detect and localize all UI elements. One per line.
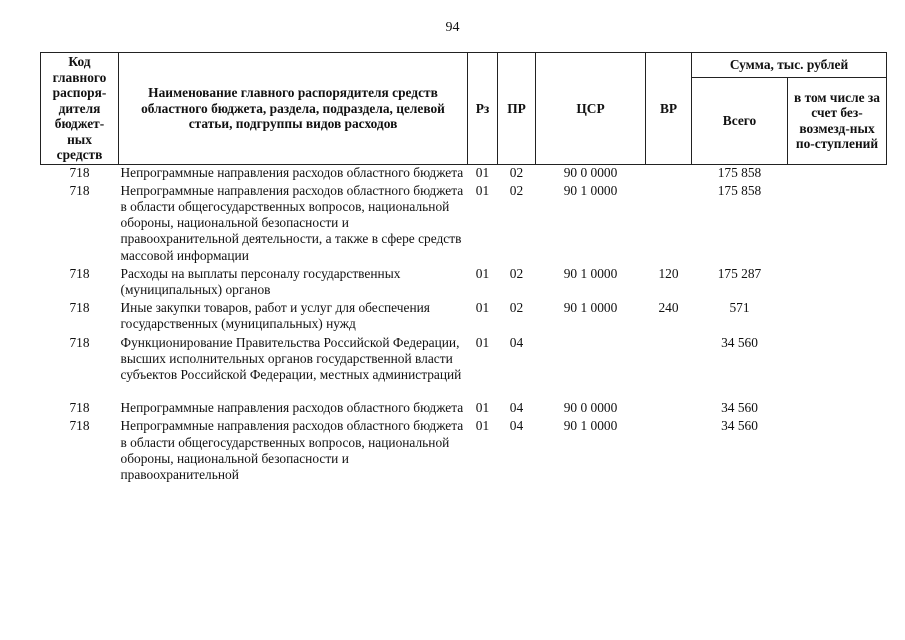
table-row (41, 266, 887, 300)
cell-including (788, 183, 887, 266)
header-including: в том числе за счет без-возмезд-ных по-ступлений (788, 77, 887, 164)
cell-total: 34 560 (721, 334, 758, 350)
cell-pr: 04 (509, 334, 524, 350)
cell-total: 175 287 (717, 265, 762, 281)
table-row (41, 418, 887, 485)
header-code: Код главного распоря-дителя бюджет-ных средств (41, 53, 119, 165)
cell-name: Непрограммные направления расходов областного бюджета в области общегосударственных вопросов, национальной обороны, национальной безопасности и правоохранительной (120, 418, 464, 482)
header-name: Наименование главного распорядителя средств областного бюджета, раздела, подраздела, целевой статьи, подгруппы видов расходов (119, 53, 468, 165)
cell-including (788, 164, 887, 183)
cell-rz: 01 (475, 265, 490, 281)
table-row (41, 335, 887, 401)
cell-rz: 01 (475, 300, 490, 316)
cell-code: 718 (69, 265, 90, 281)
cell-including (788, 300, 887, 334)
cell-name: Иные закупки товаров, работ и услуг для обеспечения государственных (муниципальных) нужд (120, 300, 430, 332)
cell-total: 34 560 (721, 418, 758, 434)
cell-code: 718 (69, 418, 90, 434)
table-row (41, 300, 887, 334)
cell-code: 718 (69, 300, 90, 316)
cell-vr (646, 164, 692, 183)
cell-csr: 90 0 0000 (563, 164, 618, 180)
cell-including (788, 418, 887, 485)
cell-name: Расходы на выплаты персоналу государственных (муниципальных) органов (120, 265, 401, 297)
cell-name: Непрограммные направления расходов областного бюджета в области общегосударственных вопросов, национальной обороны, национальной безопасности и правоохранительной деятельности, а также в сфере средств массовой информации (120, 182, 464, 263)
cell-pr: 04 (509, 400, 524, 416)
cell-csr: 90 1 0000 (563, 265, 618, 281)
cell-code: 718 (69, 334, 90, 350)
cell-name: Функционирование Правительства Российской Федерации, высших исполнительных органов государственной власти субъектов Российской Федерации, местных администраций (120, 334, 462, 382)
table-row (41, 183, 887, 266)
cell-rz: 01 (475, 400, 490, 416)
cell-rz: 01 (475, 164, 490, 180)
cell-csr: 90 1 0000 (563, 182, 618, 198)
cell-pr: 02 (509, 164, 524, 180)
cell-code: 718 (69, 164, 90, 180)
cell-total: 175 858 (717, 164, 762, 180)
cell-vr (646, 335, 692, 401)
cell-rz: 01 (475, 182, 490, 198)
cell-pr: 04 (509, 418, 524, 434)
cell-pr: 02 (509, 182, 524, 198)
header-total: Всего (692, 77, 788, 164)
page-number: 94 (445, 20, 460, 35)
cell-vr (646, 183, 692, 266)
cell-vr (646, 418, 692, 485)
cell-including (788, 400, 887, 418)
table-row (41, 400, 887, 418)
cell-code: 718 (69, 182, 90, 198)
cell-code: 718 (69, 400, 90, 416)
cell-pr: 02 (509, 265, 524, 281)
cell-csr: 90 1 0000 (563, 300, 618, 316)
table-row (41, 164, 887, 183)
cell-vr (646, 400, 692, 418)
cell-rz: 01 (475, 418, 490, 434)
cell-total: 175 858 (717, 182, 762, 198)
budget-table (40, 52, 887, 485)
cell-including (788, 335, 887, 401)
header-pr: ПР (498, 53, 536, 165)
header-vr: ВР (646, 53, 692, 165)
cell-rz: 01 (475, 334, 490, 350)
table-header (41, 53, 887, 165)
header-rz: Рз (468, 53, 498, 165)
cell-csr: 90 0 0000 (563, 400, 618, 416)
cell-vr: 240 (658, 300, 679, 316)
cell-csr: 90 1 0000 (563, 418, 618, 434)
cell-including (788, 266, 887, 300)
header-sum-group: Сумма, тыс. рублей (692, 53, 887, 78)
cell-vr: 120 (658, 265, 679, 281)
table-body (41, 164, 887, 485)
cell-total: 34 560 (721, 400, 758, 416)
cell-csr (536, 335, 646, 401)
cell-name: Непрограммные направления расходов областного бюджета (120, 164, 464, 180)
header-csr: ЦСР (536, 53, 646, 165)
cell-pr: 02 (509, 300, 524, 316)
cell-name: Непрограммные направления расходов областного бюджета (120, 400, 464, 416)
cell-total: 571 (729, 300, 750, 316)
